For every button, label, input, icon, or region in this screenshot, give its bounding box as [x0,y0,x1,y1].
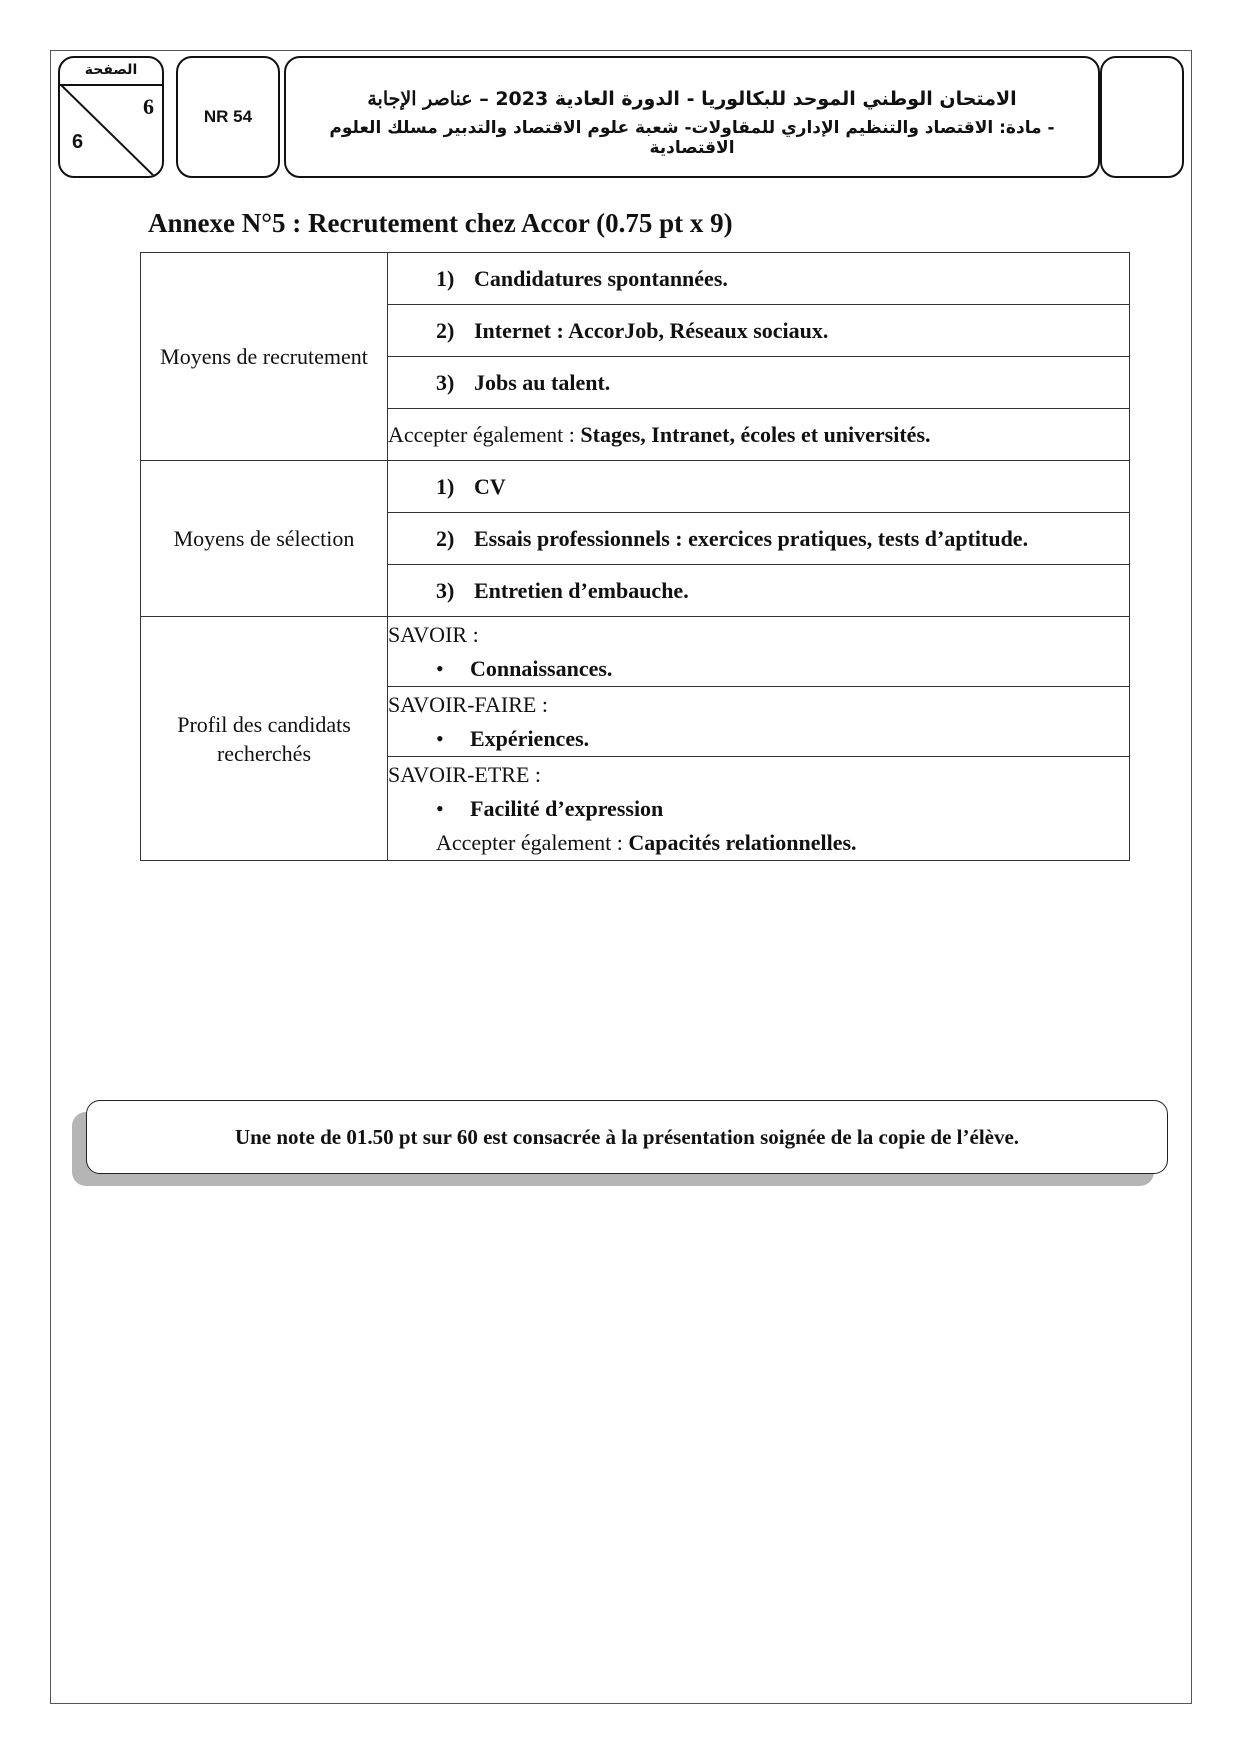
bullet-icon: • [436,725,444,751]
bullet-icon: • [436,795,444,821]
item-number: 1) [436,265,455,291]
selection-item [388,461,1130,513]
item-number: 2) [436,525,455,551]
exam-title-line2: - مادة: الاقتصاد والتنظيم الإداري للمقاولات- شعبة علوم الاقتصاد والتدبير مسلك العلوم الاقتصادية [329,118,1055,158]
savoir-etre-item: Facilité d’expression [470,795,664,821]
exam-title-line1 [286,88,1098,110]
item-text: Candidatures spontannées. [474,265,728,291]
profile-also [388,826,1129,860]
item-number: 2) [436,317,455,343]
category-profile: Profil des candidats recherchés [141,617,388,861]
savoir-item: Connaissances. [470,655,613,681]
recruitment-item [388,357,1130,409]
profile-savoir [388,617,1130,687]
page-number-box [58,56,164,178]
exam-title-box [284,56,1100,178]
item-text: Entretien d’embauche. [474,577,689,603]
profile-savoir-faire [388,687,1130,757]
savoir-faire-item: Expériences. [470,725,590,751]
recruitment-also [388,409,1130,461]
also-prefix: Accepter également : [388,421,581,447]
category-selection: Moyens de sélection [141,461,388,617]
savoir-etre-label: SAVOIR-ETRE : [388,761,541,787]
recruitment-table [140,252,1130,861]
also-text: Stages, Intranet, écoles et universités. [580,421,931,447]
table-row [141,461,1130,513]
bullet-icon: • [436,655,444,681]
item-number: 1) [436,473,455,499]
header-right-box [1100,56,1184,178]
savoir-label: SAVOIR : [388,621,479,647]
recruitment-item [388,305,1130,357]
item-number: 3) [436,369,455,395]
also-prefix: Accepter également : [436,829,629,855]
item-number: 3) [436,577,455,603]
savoir-faire-bullet [388,722,1129,756]
item-text: Internet : AccorJob, Réseaux sociaux. [474,317,829,343]
page-current: 6 [143,94,154,119]
savoir-bullet [388,652,1129,686]
table-row [141,253,1130,305]
item-text: Jobs au talent. [474,369,611,395]
table-row [141,617,1130,687]
item-text: Essais professionnels : exercices pratiques, tests d’aptitude. [474,525,1029,551]
annex-title: Annexe N°5 : Recrutement chez Accor (0.75 pt x 9) [148,208,733,238]
selection-item [388,513,1130,565]
recruitment-item [388,253,1130,305]
also-text: Capacités relationnelles. [628,829,857,855]
page-total: 6 [72,131,84,153]
item-text: CV [474,473,506,499]
savoir-faire-label: SAVOIR-FAIRE : [388,691,548,717]
exam-code-box [176,56,280,178]
selection-item [388,565,1130,617]
page-label: الصفحة [60,58,162,86]
presentation-note: Une note de 01.50 pt sur 60 est consacrée à la présentation soignée de la copie de l’élève. [234,1124,1020,1149]
category-recruitment: Moyens de recrutement [141,253,388,461]
profile-savoir-etre [388,757,1130,861]
exam-title-accent: عناصر الإجابة [367,88,473,110]
exam-title-text: الامتحان الوطني الموحد للبكالوريا - الدورة العادية 2023 – [479,88,1017,110]
savoir-etre-bullet [388,792,1129,826]
presentation-note-box [86,1100,1168,1174]
exam-code: NR 54 [203,107,253,126]
